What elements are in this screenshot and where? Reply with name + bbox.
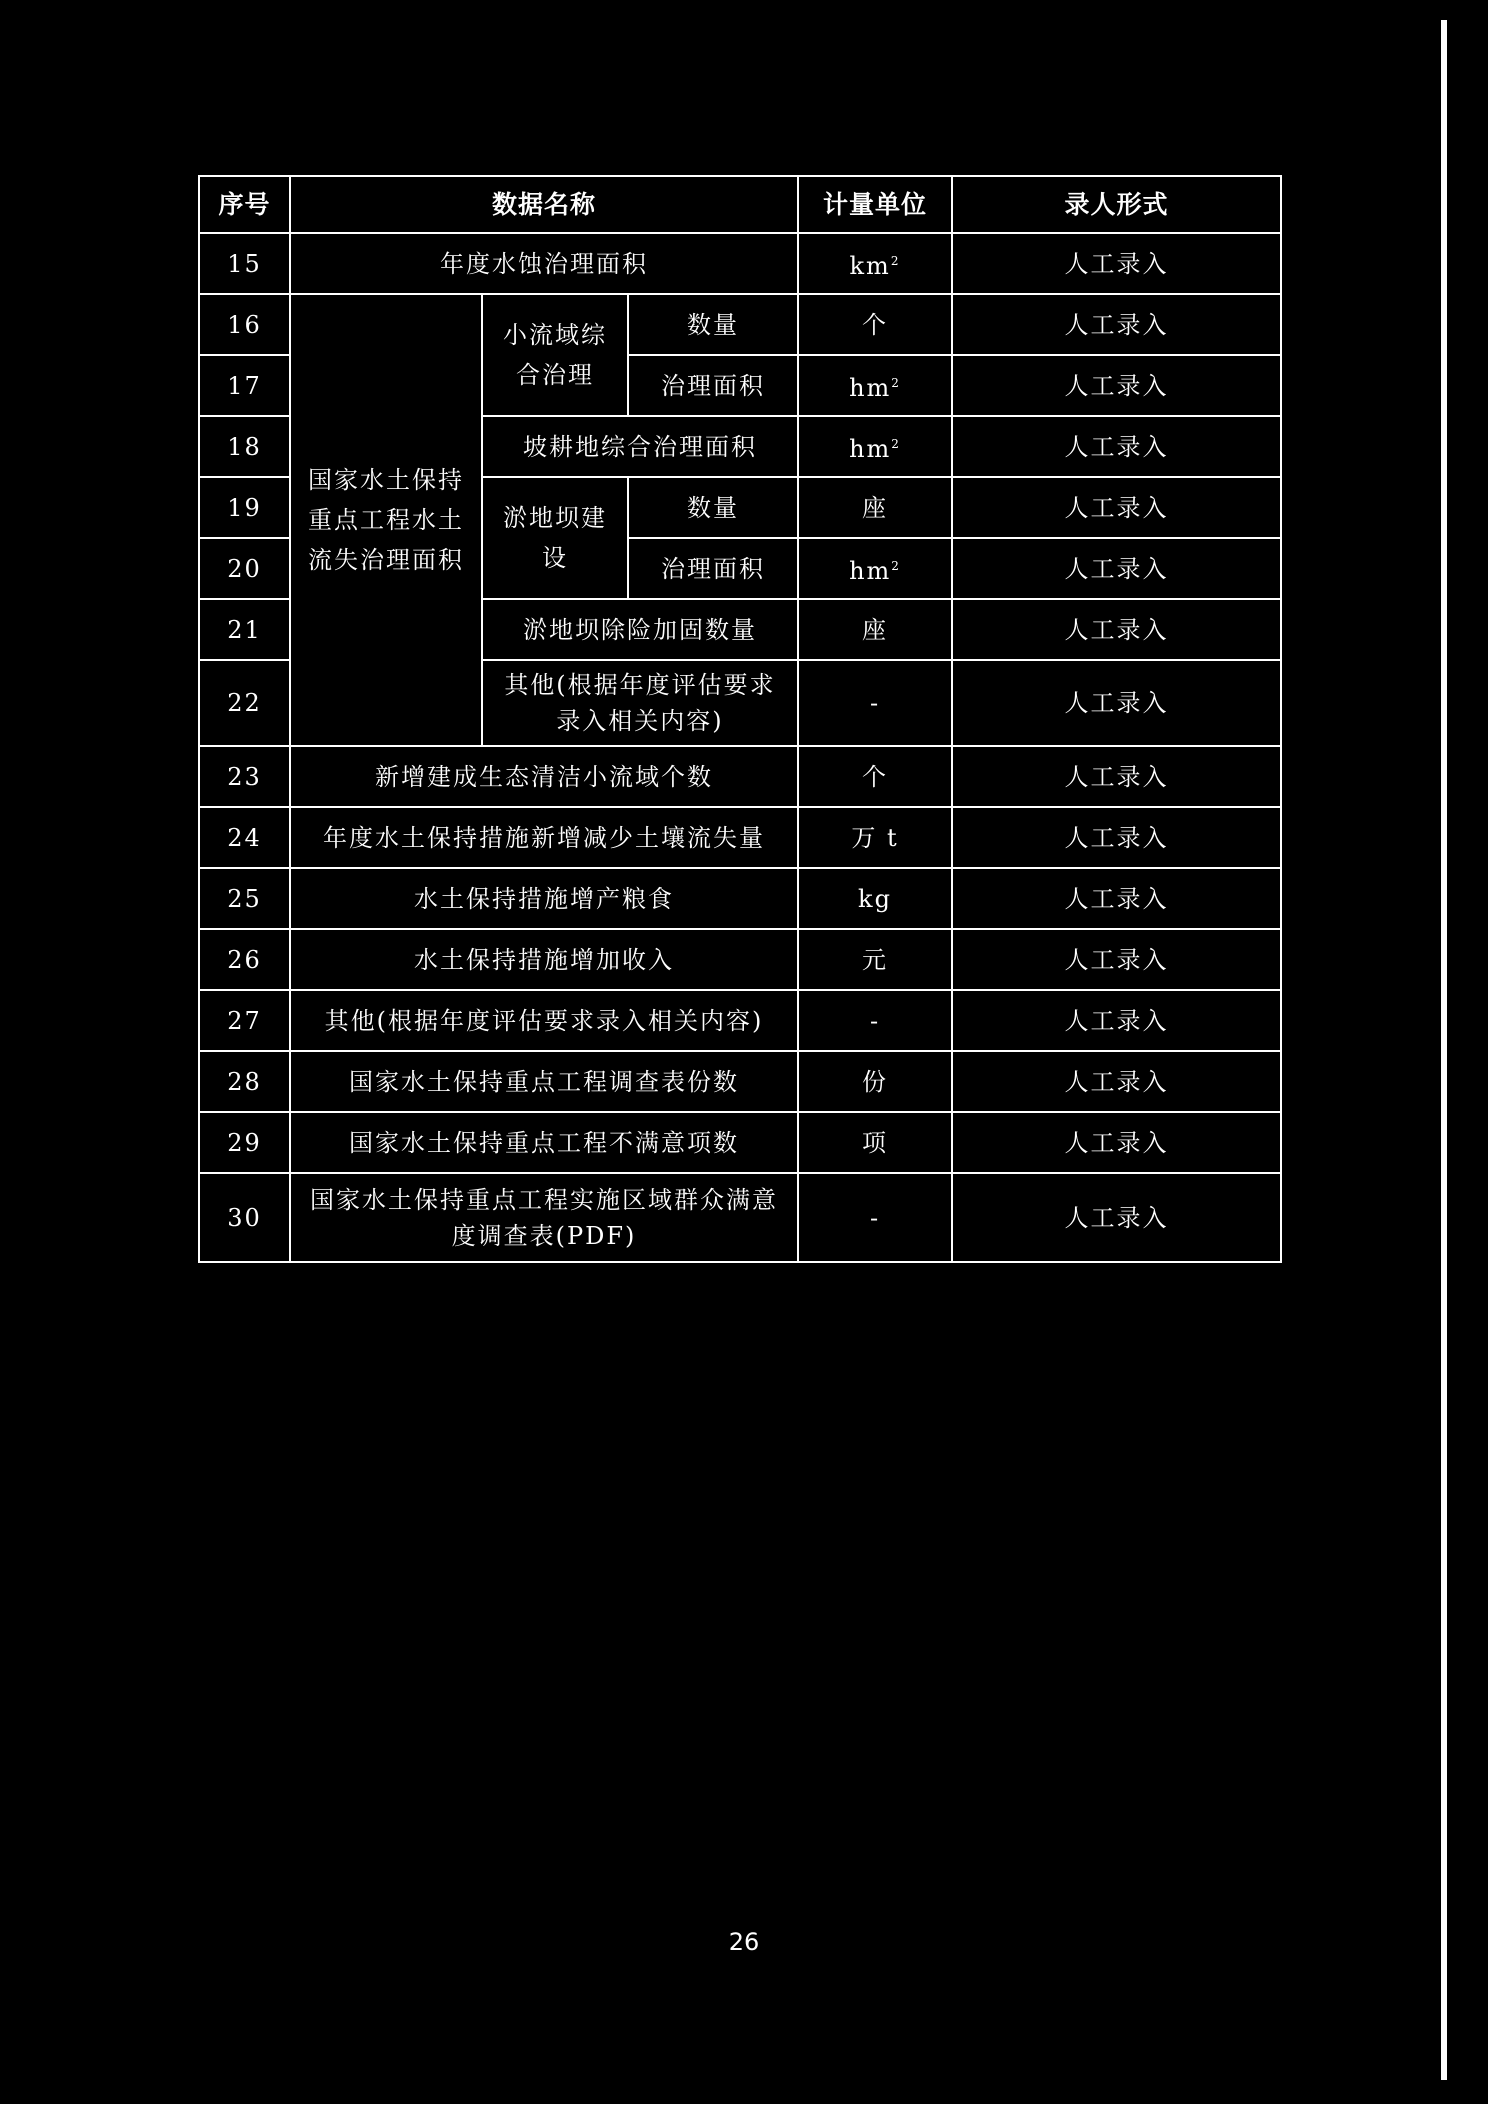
row-name: 其他(根据年度评估要求录入相关内容)	[290, 990, 798, 1051]
data-table	[198, 175, 1282, 1263]
row-name: 坡耕地综合治理面积	[482, 416, 798, 477]
row-unit: 个	[798, 294, 952, 355]
row-seq: 27	[199, 990, 290, 1051]
table-row	[199, 1173, 1281, 1262]
table-row	[199, 294, 1281, 355]
row-name: 水土保持措施增产粮食	[290, 868, 798, 929]
row-mode: 人工录入	[952, 868, 1281, 929]
row-name: 国家水土保持重点工程调查表份数	[290, 1051, 798, 1112]
row-name: 其他(根据年度评估要求录入相关内容)	[482, 660, 798, 746]
row-name: 治理面积	[628, 538, 798, 599]
row-unit: $hm^2$	[798, 538, 952, 599]
row-mode: 人工录入	[952, 1173, 1281, 1262]
row-name: 新增建成生态清洁小流域个数	[290, 746, 798, 807]
row-mode: 人工录入	[952, 355, 1281, 416]
row-name: 水土保持措施增加收入	[290, 929, 798, 990]
table-row	[199, 929, 1281, 990]
row-mode: 人工录入	[952, 416, 1281, 477]
row-seq: 18	[199, 416, 290, 477]
table-row	[199, 1112, 1281, 1173]
page-edge-rule	[1441, 20, 1447, 2080]
row-unit: 份	[798, 1051, 952, 1112]
header-seq: 序号	[199, 176, 290, 233]
row-unit: 万 t	[798, 807, 952, 868]
row-seq: 16	[199, 294, 290, 355]
page-number: 26	[728, 1928, 760, 1956]
row-mode: 人工录入	[952, 807, 1281, 868]
row-seq: 28	[199, 1051, 290, 1112]
row-mode: 人工录入	[952, 294, 1281, 355]
row-seq: 15	[199, 233, 290, 294]
table-row	[199, 990, 1281, 1051]
row-mode: 人工录入	[952, 477, 1281, 538]
row-seq: 30	[199, 1173, 290, 1262]
row-name: 数量	[628, 294, 798, 355]
row-mode: 人工录入	[952, 990, 1281, 1051]
row-unit: 座	[798, 599, 952, 660]
row-name: 年度水蚀治理面积	[290, 233, 798, 294]
row-seq: 26	[199, 929, 290, 990]
row-seq: 25	[199, 868, 290, 929]
row-mode: 人工录入	[952, 599, 1281, 660]
table-row	[199, 746, 1281, 807]
sub-small-watershed-label: 小流域综合治理	[482, 294, 628, 416]
table-row	[199, 1051, 1281, 1112]
row-name: 数量	[628, 477, 798, 538]
table-row	[199, 807, 1281, 868]
row-mode: 人工录入	[952, 538, 1281, 599]
row-name: 国家水土保持重点工程不满意项数	[290, 1112, 798, 1173]
table-header-row	[199, 176, 1281, 233]
row-name: 年度水土保持措施新增减少土壤流失量	[290, 807, 798, 868]
row-seq: 17	[199, 355, 290, 416]
row-unit: -	[798, 660, 952, 746]
row-mode: 人工录入	[952, 660, 1281, 746]
header-name: 数据名称	[290, 176, 798, 233]
row-mode: 人工录入	[952, 1051, 1281, 1112]
row-mode: 人工录入	[952, 746, 1281, 807]
row-unit: 项	[798, 1112, 952, 1173]
sub-silt-dam-label: 淤地坝建设	[482, 477, 628, 599]
row-mode: 人工录入	[952, 929, 1281, 990]
header-unit: 计量单位	[798, 176, 952, 233]
row-unit: 元	[798, 929, 952, 990]
row-unit: $hm^2$	[798, 355, 952, 416]
header-mode: 录人形式	[952, 176, 1281, 233]
row-seq: 22	[199, 660, 290, 746]
row-seq: 20	[199, 538, 290, 599]
table-row	[199, 233, 1281, 294]
row-name: 淤地坝除险加固数量	[482, 599, 798, 660]
row-unit: 座	[798, 477, 952, 538]
row-seq: 19	[199, 477, 290, 538]
row-unit: -	[798, 990, 952, 1051]
row-unit: 个	[798, 746, 952, 807]
row-name: 治理面积	[628, 355, 798, 416]
row-seq: 23	[199, 746, 290, 807]
row-unit: -	[798, 1173, 952, 1262]
row-name: 国家水土保持重点工程实施区域群众满意度调查表(PDF)	[290, 1173, 798, 1262]
row-seq: 21	[199, 599, 290, 660]
row-unit: $hm^2$	[798, 416, 952, 477]
table-row	[199, 868, 1281, 929]
row-mode: 人工录入	[952, 233, 1281, 294]
row-seq: 29	[199, 1112, 290, 1173]
row-seq: 24	[199, 807, 290, 868]
row-unit: kg	[798, 868, 952, 929]
row-unit: $km^2$	[798, 233, 952, 294]
row-mode: 人工录入	[952, 1112, 1281, 1173]
group-national-label: 国家水土保持重点工程水土流失治理面积	[290, 294, 482, 746]
